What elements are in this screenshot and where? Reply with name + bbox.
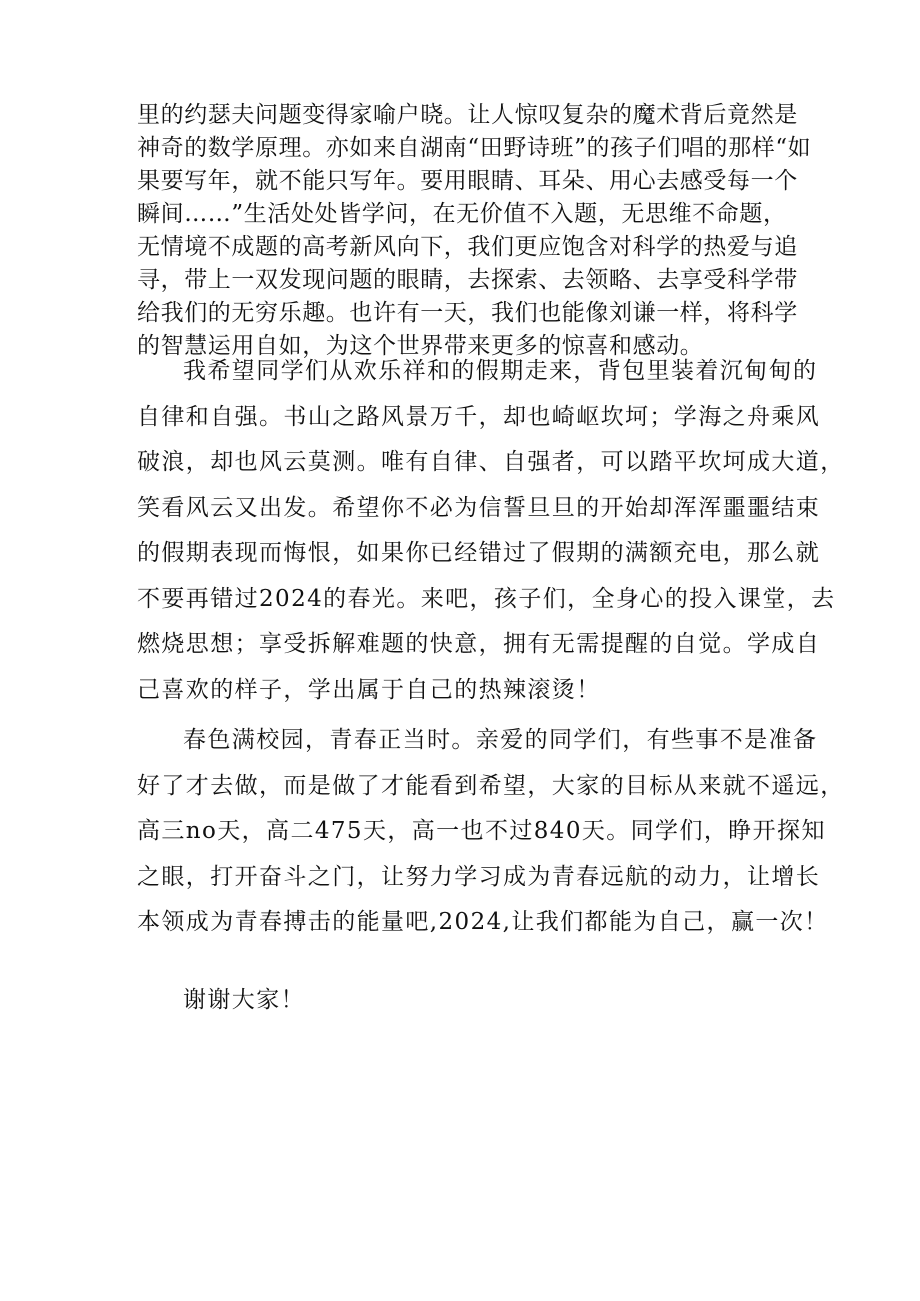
paragraph-closing — [137, 978, 787, 1024]
text-line: 我希望同学们从欢乐祥和的假期走来，背包里装着沉甸甸的 — [183, 358, 818, 384]
text-line: 的假期表现而悔恨，如果你已经错过了假期的满额充电，那么就 — [137, 540, 821, 566]
text-line: 之眼，打开奋斗之门，让努力学习成为青春远航的动力，让增长 — [137, 863, 821, 890]
text-line: 本领成为青春搏击的能量吧,2024,让我们都能为自己，赢一次！ — [137, 909, 829, 935]
text-line: 春色满校园，青春正当时。亲爱的同学们，有些事不是准备 — [183, 727, 818, 753]
text-line: 果要写年，就不能只写年。要用眼睛、耳朵、用心去感受每一个 — [137, 168, 798, 194]
paragraph-spring — [137, 718, 845, 946]
text-line: 寻，带上一双发现问题的眼睛，去探索、去领略、去享受科学带 — [137, 267, 798, 293]
text-line: 好了才去做，而是做了才能看到希望，大家的目标从来就不遥远， — [137, 772, 845, 799]
text-line: 不要再错过2024的春光。来吧，孩子们，全身心的投入课堂，去 — [137, 585, 836, 612]
paragraph-continuation — [137, 99, 812, 363]
text-line: 笑看风云又出发。希望你不必为信誓旦旦的开始却浑浑噩噩结束 — [137, 494, 821, 521]
text-line: 神奇的数学原理。亦如来自湖南“田野诗班”的孩子们唱的那样“如 — [137, 135, 812, 161]
text-line: 给我们的无穷乐趣。也许有一天，我们也能像刘谦一样，将科学 — [137, 300, 798, 326]
paragraph-hope — [137, 349, 845, 713]
text-line: 自律和自强。书山之路风景万千，却也崎岖坎坷；学海之舟乘风 — [137, 403, 821, 430]
text-line: 破浪，却也风云莫测。唯有自律、自强者，可以踏平坎坷成大道， — [137, 449, 845, 475]
text-line: 燃烧思想；享受拆解难题的快意，拥有无需提醒的自觉。学成自 — [137, 631, 821, 657]
text-line: 高三no天，高二475天，高一也不过840天。同学们，睁开探知 — [137, 818, 826, 844]
text-line: 里的约瑟夫问题变得家喻户晓。让人惊叹复杂的魔术背后竟然是 — [137, 102, 798, 128]
text-line: 己喜欢的样子，学出属于自己的热辣滚烫！ — [137, 676, 601, 703]
text-line: 谢谢大家！ — [183, 987, 305, 1013]
text-line: 的智慧运用自如，为这个世界带来更多的惊喜和感动。 — [137, 333, 704, 359]
text-line: 无情境不成题的高考新风向下，我们更应饱含对科学的热爱与追 — [137, 234, 798, 260]
text-line: 瞬间……”生活处处皆学问，在无价值不入题，无思维不命题， — [137, 201, 787, 227]
